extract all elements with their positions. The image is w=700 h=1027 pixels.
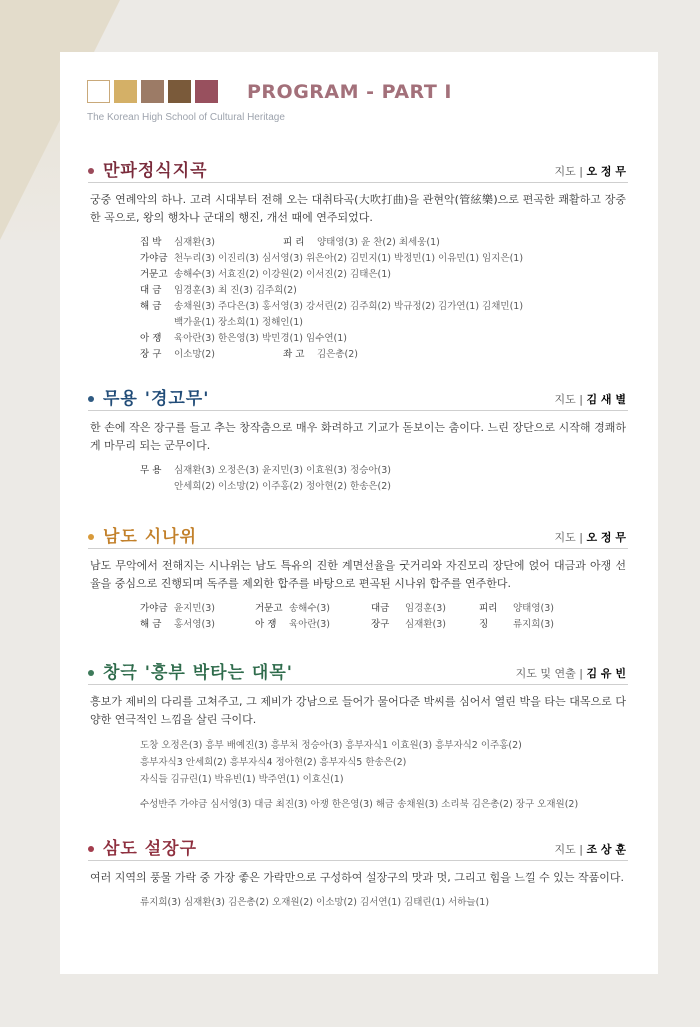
accompaniment-line: 수성반주 가야금 심서영(3) 대금 최진(3) 아쟁 한은영(3) 해금 송채원(3) 소리북 김은총(2) 장구 오재원(2) xyxy=(140,799,579,810)
roster xyxy=(140,601,628,633)
role: 거문고 xyxy=(140,269,168,280)
role: 장구 xyxy=(371,619,390,630)
roster-row xyxy=(140,463,628,479)
section-sinawi xyxy=(88,526,628,633)
swatch-5 xyxy=(195,80,218,103)
names: 심재환(3) 오정은(3) 윤지민(3) 이효원(3) 정승아(3) xyxy=(174,465,392,476)
roster-row xyxy=(140,617,628,633)
page-subtitle: The Korean High School of Cultural Heritage xyxy=(87,112,285,123)
role: 좌 고 xyxy=(283,349,305,360)
role: 거문고 xyxy=(255,603,283,614)
role: 무 용 xyxy=(140,465,162,476)
cast-list xyxy=(140,737,628,813)
roster xyxy=(140,235,628,363)
roster xyxy=(140,895,628,911)
page-header xyxy=(87,80,647,130)
section-header xyxy=(88,662,628,685)
names: 이소망(2) xyxy=(174,349,215,360)
roster-cell xyxy=(140,299,523,315)
section-description: 여러 지역의 풍물 가락 중 가장 좋은 가락만으로 구성하여 설장구의 맛과 멋, 그리고 힘을 느낄 수 있는 작품이다. xyxy=(90,871,624,884)
director-name: 김 유 빈 xyxy=(586,667,626,680)
roster-cell xyxy=(479,617,554,633)
role: 대 금 xyxy=(140,285,162,296)
roster-cell xyxy=(283,347,358,363)
section-seoljanggu xyxy=(88,838,628,911)
director xyxy=(554,841,626,857)
names: 심재환(3) xyxy=(174,237,215,248)
director-name: 조 상 훈 xyxy=(586,843,626,856)
director-name: 오 정 무 xyxy=(586,531,626,544)
roster-cell xyxy=(283,235,440,251)
names: 송해수(3) xyxy=(289,603,330,614)
bullet-icon xyxy=(88,396,94,402)
names: 임경훈(3) 최 진(3) 김주희(2) xyxy=(174,285,297,296)
director xyxy=(554,391,626,407)
director-label: 지도 | xyxy=(554,843,583,856)
roster-row xyxy=(140,299,628,315)
roster-row xyxy=(140,601,628,617)
color-swatches xyxy=(87,80,218,103)
section-description: 한 손에 작은 장구를 들고 추는 창작춤으로 매우 화려하고 기교가 돋보이는 춤이다. 느린 장단으로 시작해 경쾌하게 마무리 되는 군무이다. xyxy=(90,421,626,452)
director xyxy=(554,163,626,179)
roster-row xyxy=(140,267,628,283)
roster-row xyxy=(140,283,628,299)
role: 징 xyxy=(479,619,489,630)
director-name: 김 새 별 xyxy=(586,393,626,406)
names: 백가윤(1) 장소희(1) 정해인(1) xyxy=(174,317,304,328)
role: 집 박 xyxy=(140,237,162,248)
role: 피리 xyxy=(479,603,498,614)
roster-cell xyxy=(140,331,347,347)
cast-line: 자식들 김규린(1) 박유빈(1) 박주연(1) 이효신(1) xyxy=(140,774,344,785)
role: 해 금 xyxy=(140,619,162,630)
role: 가야금 xyxy=(140,253,168,264)
bullet-icon xyxy=(88,846,94,852)
role: 아 쟁 xyxy=(255,619,277,630)
roster-row xyxy=(140,315,628,331)
swatch-4 xyxy=(168,80,191,103)
role: 대금 xyxy=(371,603,390,614)
swatch-2 xyxy=(114,80,137,103)
names: 송해수(3) 서효진(2) 이강원(2) 이서진(2) 김태은(1) xyxy=(174,269,392,280)
roster-cell xyxy=(140,895,489,911)
names: 양태영(3) xyxy=(513,603,554,614)
roster-cell xyxy=(255,601,371,617)
section-title: 무용 '경고무' xyxy=(103,389,210,409)
cast-line: 흥부자식3 안세희(2) 흥부자식4 정아현(2) 흥부자식5 한송은(2) xyxy=(140,757,407,768)
names: 육아란(3) 한은영(3) 박민경(1) 임수연(1) xyxy=(174,333,348,344)
section-title: 남도 시나위 xyxy=(103,527,198,547)
names: 류지희(3) 심재환(3) 김은총(2) 오재원(2) 이소망(2) 김서연(1) 김태린(1) 서하늘(1) xyxy=(140,897,490,908)
section-title: 삼도 설장구 xyxy=(103,839,198,859)
roster-cell xyxy=(140,347,283,363)
role: 해 금 xyxy=(140,301,162,312)
director xyxy=(554,529,626,545)
names: 김은총(2) xyxy=(317,349,358,360)
section-gyeonggomu xyxy=(88,388,628,495)
role xyxy=(140,479,174,495)
role: 가야금 xyxy=(140,603,168,614)
role: 장 구 xyxy=(140,349,162,360)
role: 피 리 xyxy=(283,237,305,248)
bullet-icon xyxy=(88,534,94,540)
section-description: 궁중 연례악의 하나. 고려 시대부터 전해 오는 대취타곡(大吹打曲)을 관현악(管絃樂)으로 편곡한 쾌활하고 장중한 곡으로, 왕의 행차나 군대의 행진, 개선 때에 연주되었다. xyxy=(90,193,626,224)
roster-cell xyxy=(140,283,297,299)
roster-cell xyxy=(140,315,303,331)
names: 류지희(3) xyxy=(513,619,554,630)
section-heungbu xyxy=(88,662,628,813)
names: 안세희(2) 이소망(2) 이주홍(2) 정아현(2) 한송은(2) xyxy=(174,481,392,492)
roster-cell xyxy=(479,601,554,617)
roster-row xyxy=(140,347,628,363)
names: 양태영(3) 윤 찬(2) 최세웅(1) xyxy=(317,237,440,248)
section-header xyxy=(88,526,628,549)
section-title: 만파정식지곡 xyxy=(103,161,208,181)
section-description: 흥보가 제비의 다리를 고쳐주고, 그 제비가 강남으로 들어가 물어다준 박씨를 심어서 열린 박을 타는 대목으로 다양한 연극적인 느낌을 살린 극이다. xyxy=(90,695,626,726)
role: 아 쟁 xyxy=(140,333,162,344)
names: 임경훈(3) xyxy=(405,603,446,614)
bullet-icon xyxy=(88,670,94,676)
roster-row xyxy=(140,235,628,251)
roster-cell xyxy=(140,617,255,633)
section-header xyxy=(88,838,628,861)
section-title: 창극 '흥부 박타는 대목' xyxy=(103,663,293,683)
section-header xyxy=(88,160,628,183)
director-label: 지도 | xyxy=(554,393,583,406)
roster-cell xyxy=(371,601,479,617)
director xyxy=(516,665,626,681)
roster-cell xyxy=(140,479,391,495)
names: 홍서영(3) xyxy=(174,619,215,630)
roster-cell xyxy=(140,267,391,283)
roster-row xyxy=(140,895,628,911)
roster-cell xyxy=(255,617,371,633)
roster-cell xyxy=(140,251,523,267)
roster-row xyxy=(140,251,628,267)
roster-cell xyxy=(140,235,283,251)
names: 천누리(3) 이진리(3) 심서영(3) 위은아(2) 김민지(1) 박정민(1) 이유민(1) 임지은(1) xyxy=(174,253,524,264)
names: 심재환(3) xyxy=(405,619,446,630)
roster-cell xyxy=(140,463,391,479)
director-label: 지도 | xyxy=(554,531,583,544)
names: 윤지민(3) xyxy=(174,603,215,614)
page-title: PROGRAM - PART Ⅰ xyxy=(247,81,452,103)
roster-cell xyxy=(140,601,255,617)
roster-row xyxy=(140,331,628,347)
director-name: 오 정 무 xyxy=(586,165,626,178)
section-header xyxy=(88,388,628,411)
role xyxy=(140,315,174,331)
names: 육아란(3) xyxy=(289,619,330,630)
cast-line: 도창 오정은(3) 흥부 배예진(3) 흥부처 정승아(3) 흥부자식1 이효원(3) 흥부자식2 이주홍(2) xyxy=(140,740,522,751)
swatch-1 xyxy=(87,80,110,103)
roster-cell xyxy=(371,617,479,633)
swatch-3 xyxy=(141,80,164,103)
director-label: 지도 및 연출 | xyxy=(515,667,583,680)
names: 송채원(3) 주다은(3) 홍서영(3) 강서린(2) 김주희(2) 박규정(2) 김가연(1) 김채민(1) xyxy=(174,301,524,312)
director-label: 지도 | xyxy=(554,165,583,178)
bullet-icon xyxy=(88,168,94,174)
section-description: 남도 무악에서 전해지는 시나위는 남도 특유의 진한 계면선율을 굿거리와 자진모리 장단에 얹어 대금과 아쟁 선율을 중심으로 진행되며 독주를 제외한 합주를 바탕으로 편곡된 시나위 합주를 연주한다. xyxy=(90,559,626,590)
roster-row xyxy=(140,479,628,495)
roster xyxy=(140,463,628,495)
section-manpa xyxy=(88,160,628,363)
